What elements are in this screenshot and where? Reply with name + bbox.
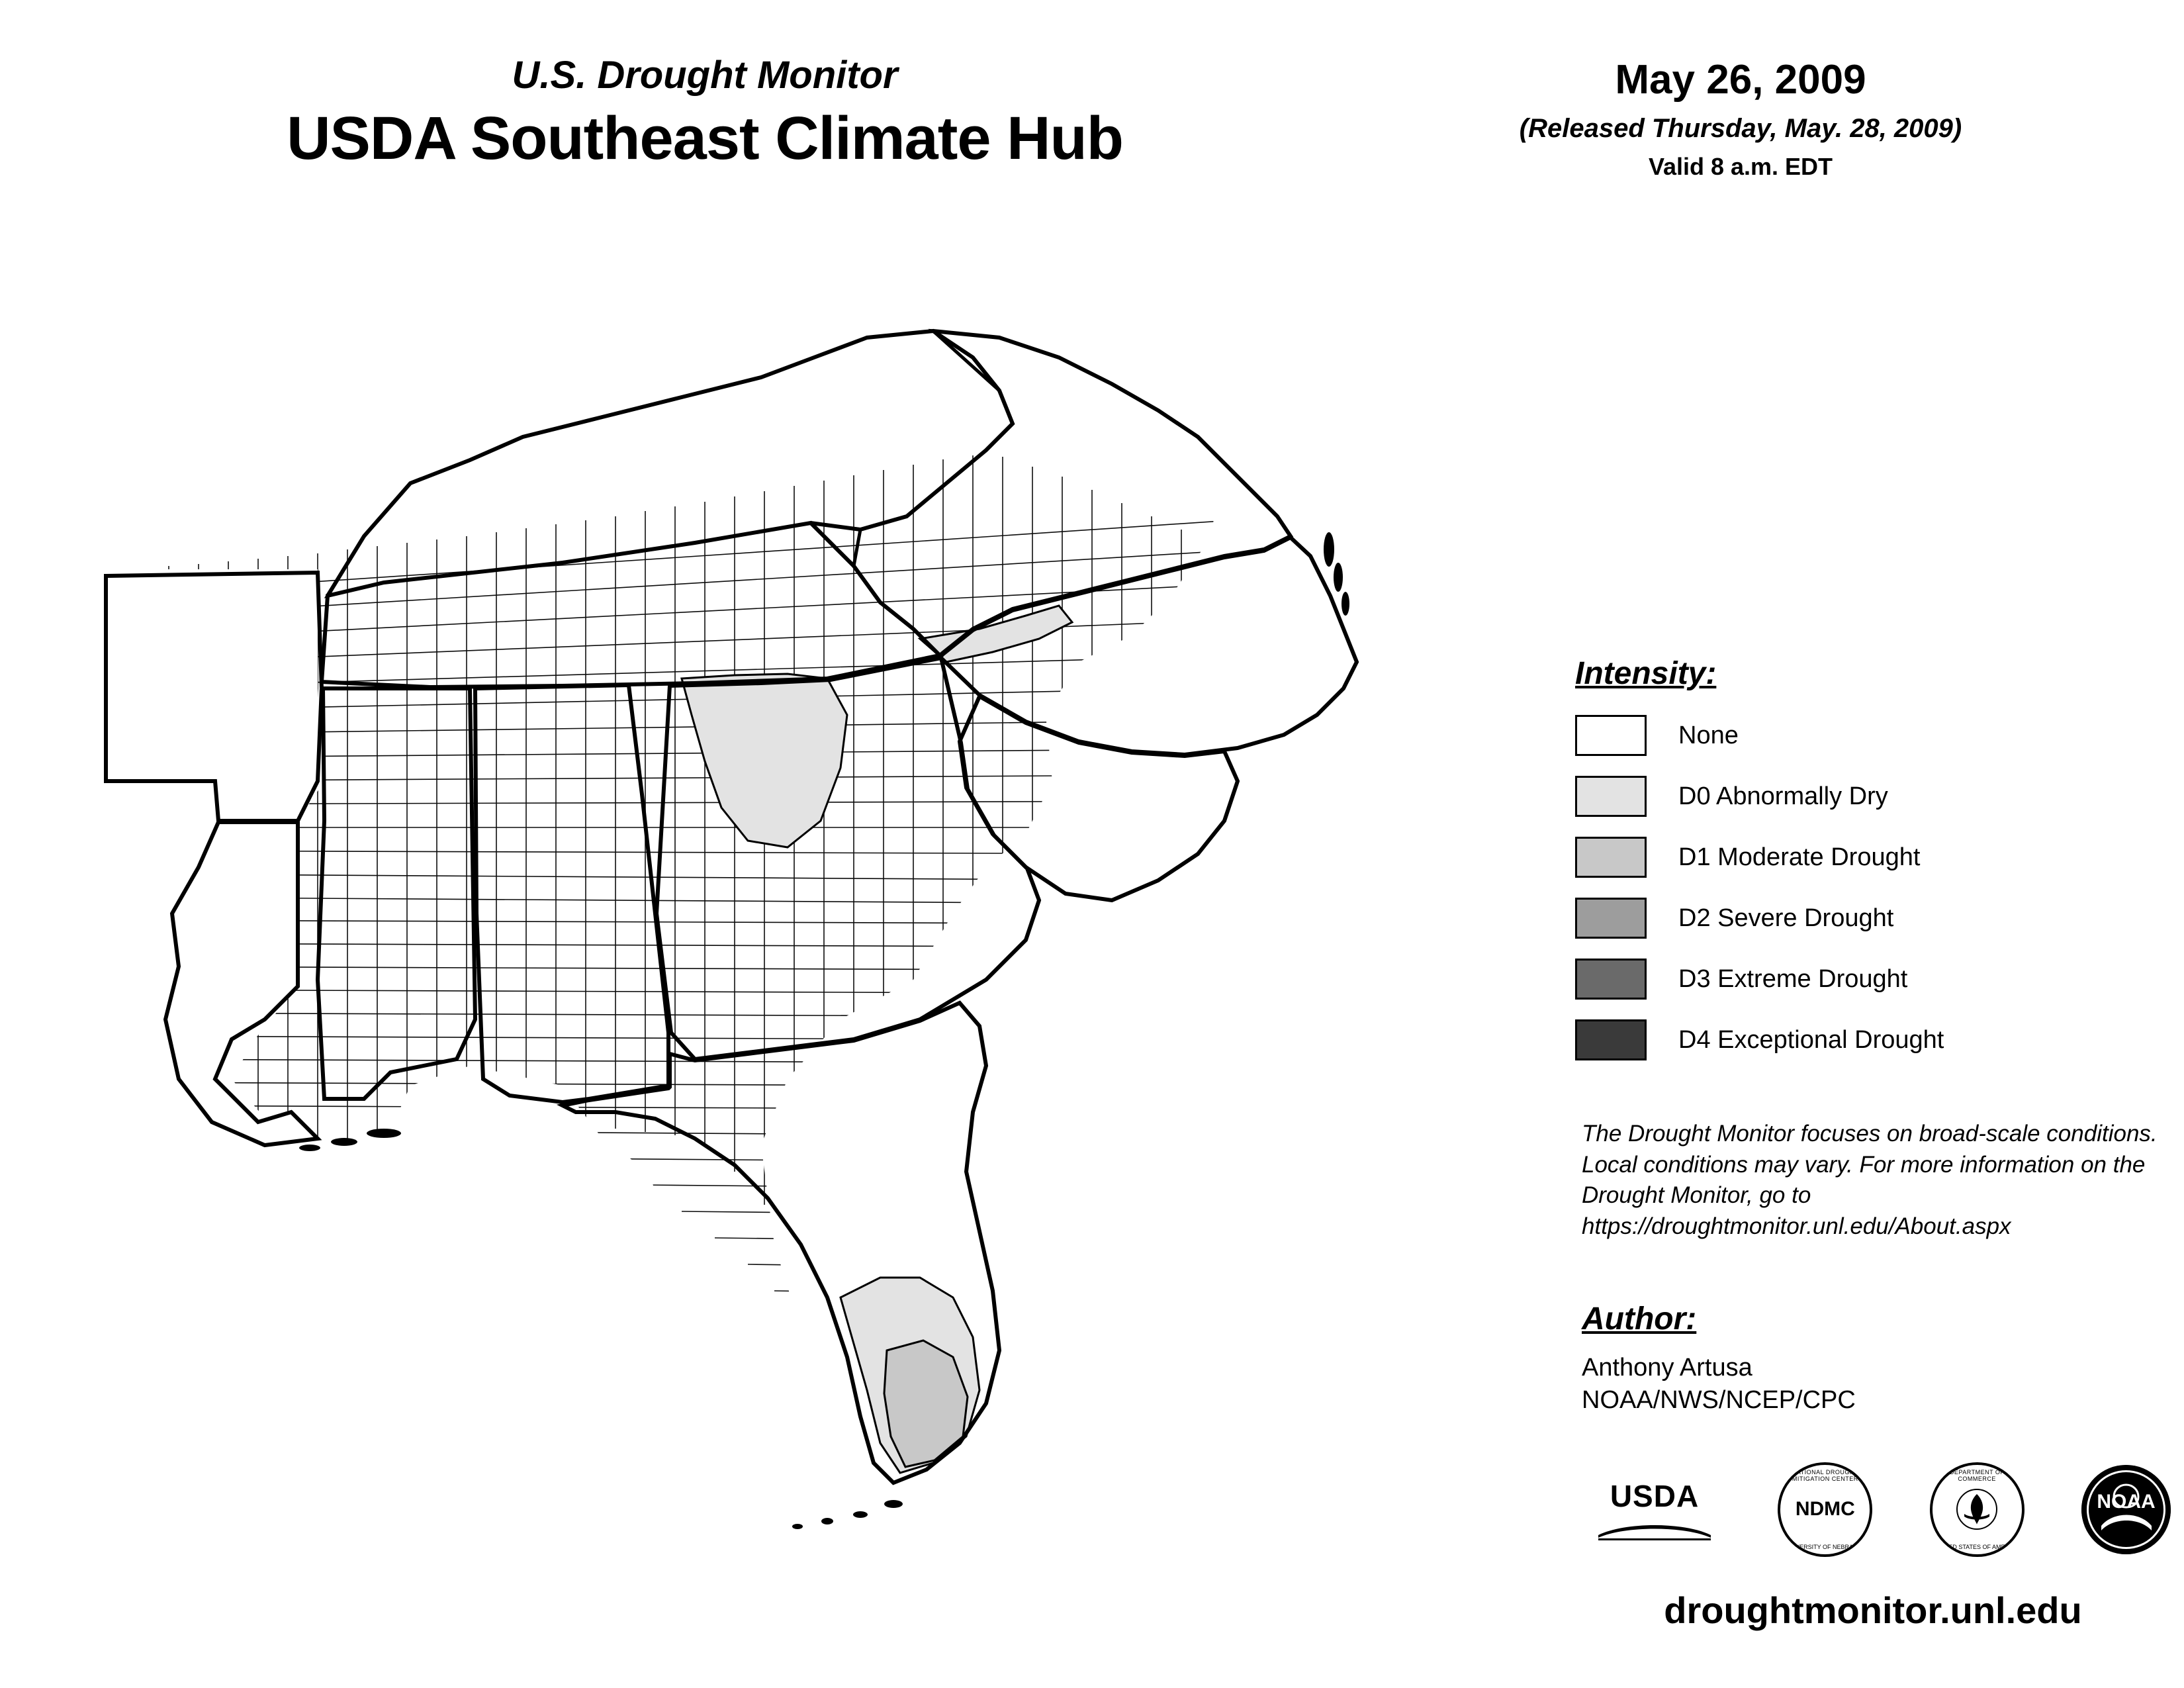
usda-logo-text: USDA — [1610, 1479, 1700, 1513]
legend-swatch-d2 — [1575, 898, 1647, 939]
usdc-logo-ring-subtext: UNITED STATES OF AMERICA — [1934, 1543, 2019, 1550]
valid-time: Valid 8 a.m. EDT — [1648, 153, 1833, 180]
legend-label-d3: D3 Extreme Drought — [1678, 964, 1908, 993]
legend-item-d0 — [1575, 770, 2144, 823]
legend-label-d4: D4 Exceptional Drought — [1678, 1025, 1944, 1054]
page-title: USDA Southeast Climate Hub — [287, 105, 1123, 172]
legend-item-d1 — [1575, 831, 2144, 884]
noaa-logo — [2081, 1465, 2171, 1554]
ndmc-logo-ring-text: NATIONAL DROUGHT MITIGATION CENTER — [1792, 1468, 1858, 1482]
noaa-logo-text: NOAA — [2097, 1490, 2156, 1513]
page-subtitle: U.S. Drought Monitor — [512, 54, 898, 97]
date-block — [1443, 56, 2038, 181]
legend-label-d2: D2 Severe Drought — [1678, 904, 1894, 932]
legend-label-d0: D0 Abnormally Dry — [1678, 782, 1888, 810]
usda-logo-mark — [1598, 1518, 1711, 1540]
usdc-logo — [1930, 1462, 2025, 1557]
legend-label-none: None — [1678, 721, 1739, 749]
legend-swatch-d0 — [1575, 776, 1647, 817]
ndmc-logo-text: NDMC — [1795, 1498, 1855, 1521]
logo-row — [1588, 1456, 2171, 1562]
map-date: May 26, 2009 — [1615, 57, 1866, 103]
legend-item-d4 — [1575, 1013, 2144, 1066]
author-block — [1582, 1301, 2177, 1417]
author-affiliation: NOAA/NWS/NCEP/CPC — [1582, 1386, 1856, 1415]
legend-label-d1: D1 Moderate Drought — [1678, 843, 1921, 871]
footer-url[interactable]: droughtmonitor.unl.edu — [1664, 1589, 2082, 1631]
header — [0, 0, 2184, 252]
legend-item-none — [1575, 709, 2144, 762]
author-title: Author: — [1582, 1301, 1697, 1336]
legend-swatch-d1 — [1575, 837, 1647, 878]
legend-title: Intensity: — [1575, 656, 1717, 691]
usdc-logo-ring-text: DEPARTMENT OF COMMERCE — [1949, 1468, 2005, 1482]
legend-swatch-d3 — [1575, 959, 1647, 1000]
legend — [1575, 655, 2144, 1074]
legend-item-d2 — [1575, 892, 2144, 945]
title-block — [60, 53, 1350, 173]
drought-map — [99, 318, 1516, 1609]
map-svg — [99, 318, 1516, 1609]
ndmc-logo — [1778, 1462, 1872, 1557]
ndmc-logo-ring-subtext: UNIVERSITY OF NEBRASKA — [1785, 1543, 1866, 1550]
author-name: Anthony Artusa — [1582, 1354, 1752, 1382]
legend-swatch-d4 — [1575, 1019, 1647, 1060]
legend-item-d3 — [1575, 953, 2144, 1006]
usdc-seal-icon — [1951, 1483, 2003, 1535]
disclaimer-text: The Drought Monitor focuses on broad-scale conditions. Local conditions may vary. For more information on the Drought Monitor, go to https://droughtmonitor.unl.edu/About.aspx — [1582, 1121, 2158, 1239]
release-date: (Released Thursday, May. 28, 2009) — [1519, 114, 1962, 143]
map-base-layer — [106, 331, 1357, 1483]
usda-logo — [1588, 1466, 1721, 1552]
legend-swatch-none — [1575, 715, 1647, 756]
